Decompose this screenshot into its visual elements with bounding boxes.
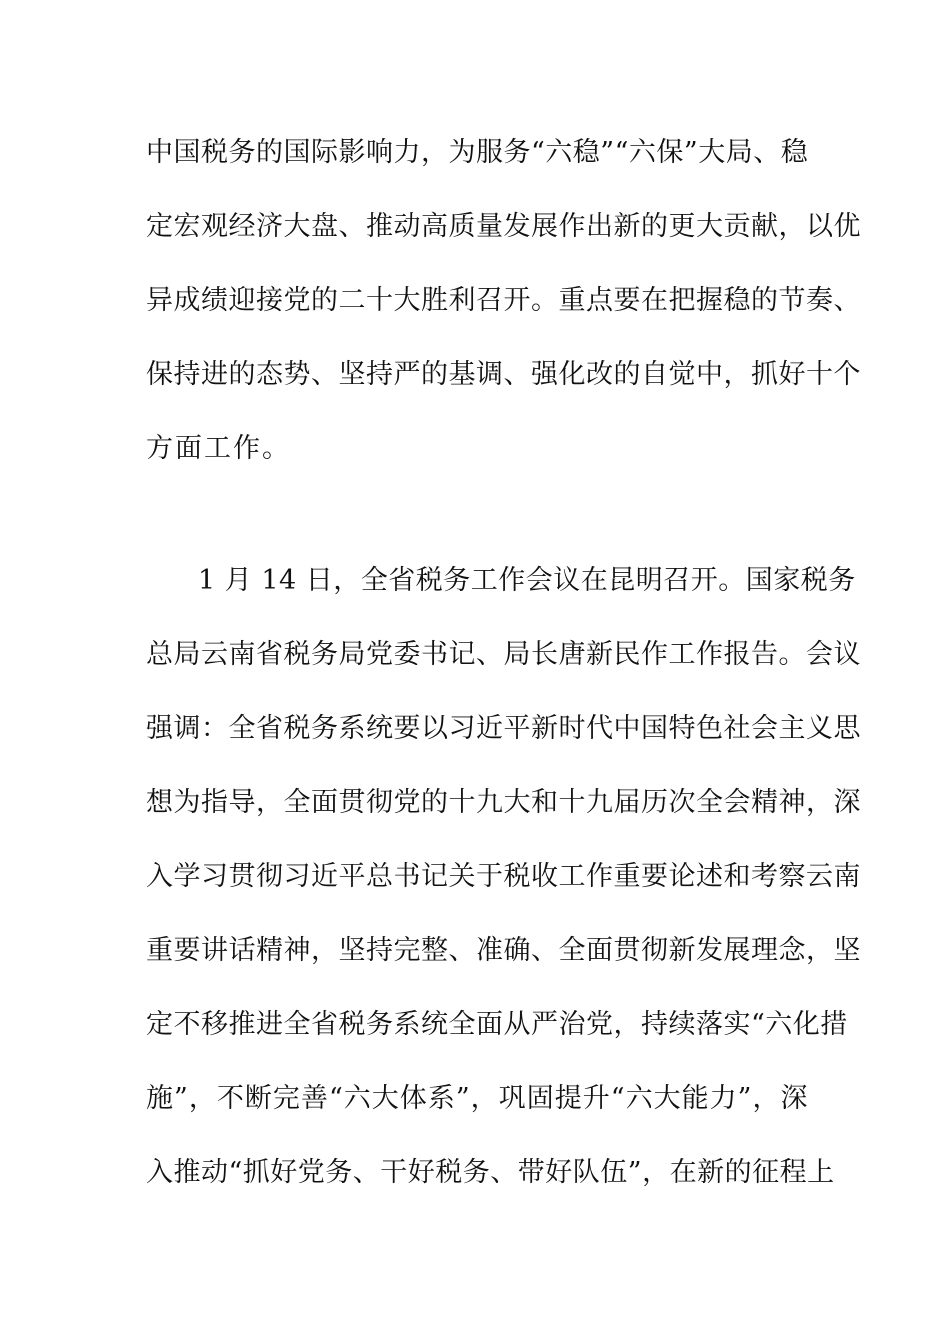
text-line: 总局云南省税务局党委书记、局长唐新民作工作报告。会议 bbox=[146, 639, 861, 670]
text-line: 保持进的态势、坚持严的基调、强化改的自觉中，抓好十个 bbox=[146, 359, 861, 390]
text-line: 入推动“抓好党务、干好税务、带好队伍”，在新的征程上 bbox=[146, 1157, 835, 1188]
text-line: 定宏观经济大盘、推动高质量发展作出新的更大贡献，以优 bbox=[146, 211, 861, 242]
text-line: 定不移推进全省税务系统全面从严治党，持续落实“六化措 bbox=[146, 1009, 848, 1040]
text-line: 中国税务的国际影响力，为服务“六稳”“六保”大局、稳 bbox=[146, 137, 809, 168]
text-line: 重要讲话精神，坚持完整、准确、全面贯彻新发展理念，坚 bbox=[146, 935, 861, 966]
text-line: 异成绩迎接党的二十大胜利召开。重点要在把握稳的节奏、 bbox=[146, 285, 861, 316]
text-line: 施”，不断完善“六大体系”，巩固提升“六大能力”，深 bbox=[146, 1083, 808, 1114]
paragraph-1 bbox=[146, 116, 861, 486]
text-line: 想为指导，全面贯彻党的十九大和十九届历次全会精神，深 bbox=[146, 787, 861, 818]
text-line: 入学习贯彻习近平总书记关于税收工作重要论述和考察云南 bbox=[146, 861, 861, 892]
paragraph-2 bbox=[146, 544, 861, 1210]
text-line-indented: 1 月 14 日，全省税务工作会议在昆明召开。国家税务 bbox=[198, 565, 856, 596]
text-line: 方面工作。 bbox=[146, 433, 291, 464]
text-line: 强调：全省税务系统要以习近平新时代中国特色社会主义思 bbox=[146, 713, 861, 744]
